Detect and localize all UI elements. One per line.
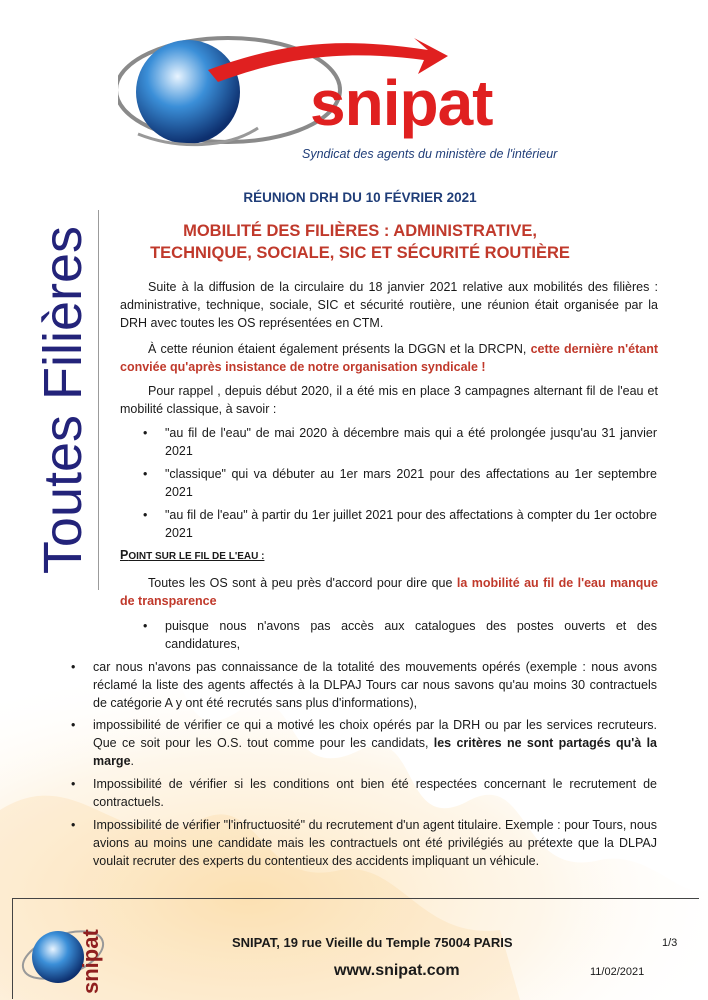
bullet-icon: • bbox=[71, 660, 76, 674]
list-item: • Impossibilité de vérifier "l'infructuosité" du recrutement d'un agent titulaire. Exemple : pour Tours, nous avions au moins une candidate mais les contractuels ont été privilégiés au prétexte que la DLPAJ voulait recruter des experts du contentieux des accidents impliquant un véhicule. bbox=[71, 818, 657, 868]
highlight-red: la mobilité au fil de l'eau manque de transparence bbox=[120, 576, 658, 608]
bullet-icon: • bbox=[71, 777, 76, 791]
page-number: 1/3 bbox=[662, 937, 678, 949]
title-line-1: MOBILITÉ DES FILIÈRES : ADMINISTRATIVE, bbox=[183, 222, 537, 240]
meeting-heading: RÉUNION DRH DU 10 FÉVRIER 2021 bbox=[243, 190, 477, 205]
title-line-2: TECHNIQUE, SOCIALE, SIC ET SÉCURITÉ ROUTIÈRE bbox=[150, 244, 570, 262]
bullet-icon: • bbox=[143, 619, 148, 633]
bullet-icon: • bbox=[143, 467, 148, 481]
list-item: • "au fil de l'eau" de mai 2020 à décembre mais qui a été prolongée jusqu'au 31 janvier 2021 bbox=[143, 426, 657, 458]
paragraph-reminder: Pour rappel , depuis début 2020, il a été mis en place 3 campagnes alternant fil de l'eau et mobilité classique, à savoir : bbox=[120, 384, 658, 416]
bullet-icon: • bbox=[143, 508, 148, 522]
side-title-text: Toutes Filières bbox=[33, 225, 93, 575]
list-item: • "classique" qui va débuter au 1er mars 2021 pour des affectations au 1er septembre 2021 bbox=[143, 467, 657, 499]
list-item: • Impossibilité de vérifier si les conditions ont bien été respectées concernant le recrutement de contractuels. bbox=[71, 777, 657, 809]
document-title bbox=[115, 220, 605, 264]
list-item: • impossibilité de vérifier ce qui a motivé les choix opérés par la DRH ou par les services recruteurs. Que ce soit pour les O.S. tout comme pour les candidats, les critères ne sont partagés qu'à la marge. bbox=[71, 718, 657, 768]
paragraph-attendees: À cette réunion étaient également présents la DGGN et la DRCPN, cette dernière n'étant conviée qu'après insistance de notre organisation syndicale ! bbox=[120, 342, 658, 374]
bullet-icon: • bbox=[71, 718, 76, 732]
footer-date: 11/02/2021 bbox=[590, 966, 645, 978]
logo-tagline: Syndicat des agents du ministère de l'intérieur bbox=[302, 147, 558, 161]
list-item: • "au fil de l'eau" à partir du 1er juillet 2021 pour des affectations à compter du 1er octobre 2021 bbox=[143, 508, 657, 540]
bullet-icon: • bbox=[71, 818, 76, 832]
website-link[interactable]: www.snipat.com bbox=[334, 962, 460, 979]
footer-logo-text: snipat bbox=[78, 929, 103, 994]
paragraph-intro: Suite à la diffusion de la circulaire du 18 janvier 2021 relative aux mobilités des filières : administrative, technique, sociale, SIC et sécurité routière, une réunion était organisée par la DRH avec toutes les OS représentées en CTM. bbox=[120, 280, 658, 330]
section-heading: POINT SUR LE FIL DE L'EAU : bbox=[120, 548, 265, 562]
bullet-icon: • bbox=[143, 426, 148, 440]
footer-address: SNIPAT, 19 rue Vieille du Temple 75004 PARIS bbox=[232, 935, 513, 950]
list-item: • car nous n'avons pas connaissance de la totalité des mouvements opérés (exemple : nous avons réclamé la liste des agents affectés à la DLPAJ Tours car nous savons qu'au moins 30 contractuels de catégorie A y ont été recrutés sans plus d'informations), bbox=[71, 660, 657, 710]
highlight-red: cette dernière n'étant conviée qu'après insistance de notre organisation syndicale ! bbox=[120, 342, 658, 374]
list-item: • puisque nous n'avons pas accès aux catalogues des postes ouverts et des candidatures, bbox=[143, 619, 657, 651]
logo-wordmark: snipat bbox=[310, 67, 493, 139]
paragraph-transparency: Toutes les OS sont à peu près d'accord pour dire que la mobilité au fil de l'eau manque de transparence bbox=[120, 576, 658, 608]
